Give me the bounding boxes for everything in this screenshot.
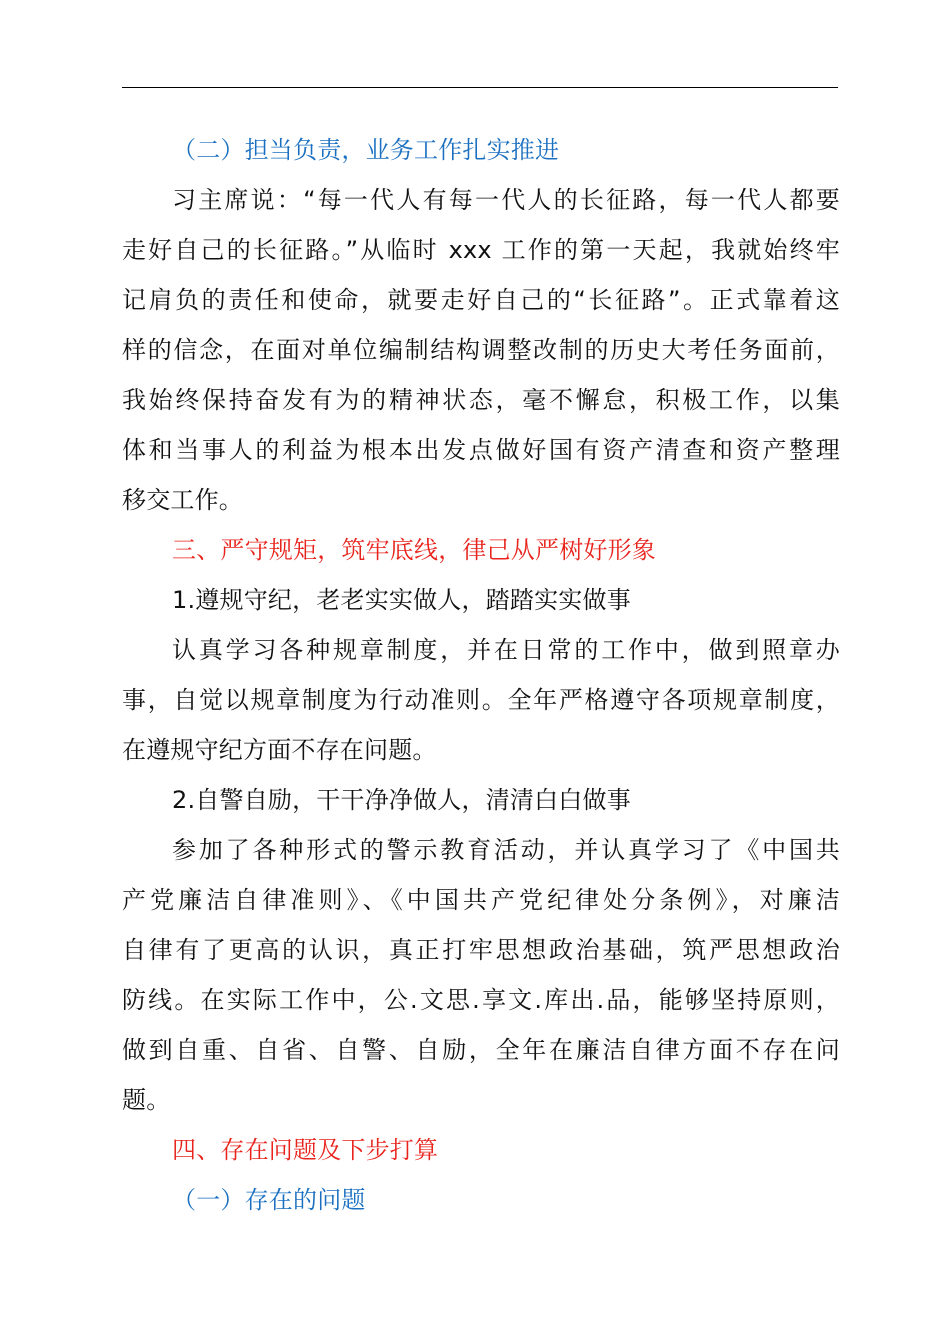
paragraph-line: 2.自警自励，干干净净做人，清清白白做事 (172, 786, 631, 814)
paragraph-line: 自律有了更高的认识，真正打牢思想政治基础，筑严思想政治 (122, 936, 840, 964)
paragraph-line: 体和当事人的利益为根本出发点做好国有资产清查和资产整理 (122, 436, 840, 464)
paragraph-line: 在遵规守纪方面不存在问题。 (122, 736, 437, 764)
paragraph-line: 记肩负的责任和使命，就要走好自己的“长征路”。正式靠着这 (122, 286, 840, 314)
section-heading: 三、严守规矩，筑牢底线，律己从严树好形象 (172, 536, 656, 564)
paragraph-line: 样的信念，在面对单位编制结构调整改制的历史大考任务面前， (122, 336, 840, 364)
header-rule (122, 87, 838, 88)
sub-heading: （一）存在的问题 (172, 1186, 366, 1214)
paragraph-line: 题。 (122, 1086, 171, 1114)
paragraph-line: 移交工作。 (122, 486, 243, 514)
document-body (122, 125, 840, 1225)
paragraph-line: 参加了各种形式的警示教育活动，并认真学习了《中国共 (172, 836, 840, 864)
paragraph-line: 走好自己的长征路。”从临时 xxx 工作的第一天起，我就始终牢 (122, 236, 840, 264)
paragraph-line: 认真学习各种规章制度，并在日常的工作中，做到照章办 (172, 636, 840, 664)
paragraph-line: 1.遵规守纪，老老实实做人，踏踏实实做事 (172, 586, 631, 614)
paragraph-line: 产党廉洁自律准则》、《中国共产党纪律处分条例》，对廉洁 (122, 886, 840, 914)
paragraph-line: 习主席说：“每一代人有每一代人的长征路，每一代人都要 (172, 186, 840, 214)
sub-heading: （二）担当负责，业务工作扎实推进 (172, 136, 560, 164)
paragraph-line: 事，自觉以规章制度为行动准则。全年严格遵守各项规章制度， (122, 686, 840, 714)
paragraph-line: 防线。在实际工作中，公.文思.享文.库出.品，能够坚持原则， (122, 986, 840, 1014)
section-heading: 四、存在问题及下步打算 (172, 1136, 439, 1164)
paragraph-line: 做到自重、自省、自警、自励，全年在廉洁自律方面不存在问 (122, 1036, 840, 1064)
paragraph-line: 我始终保持奋发有为的精神状态，毫不懈怠，积极工作，以集 (122, 386, 840, 414)
